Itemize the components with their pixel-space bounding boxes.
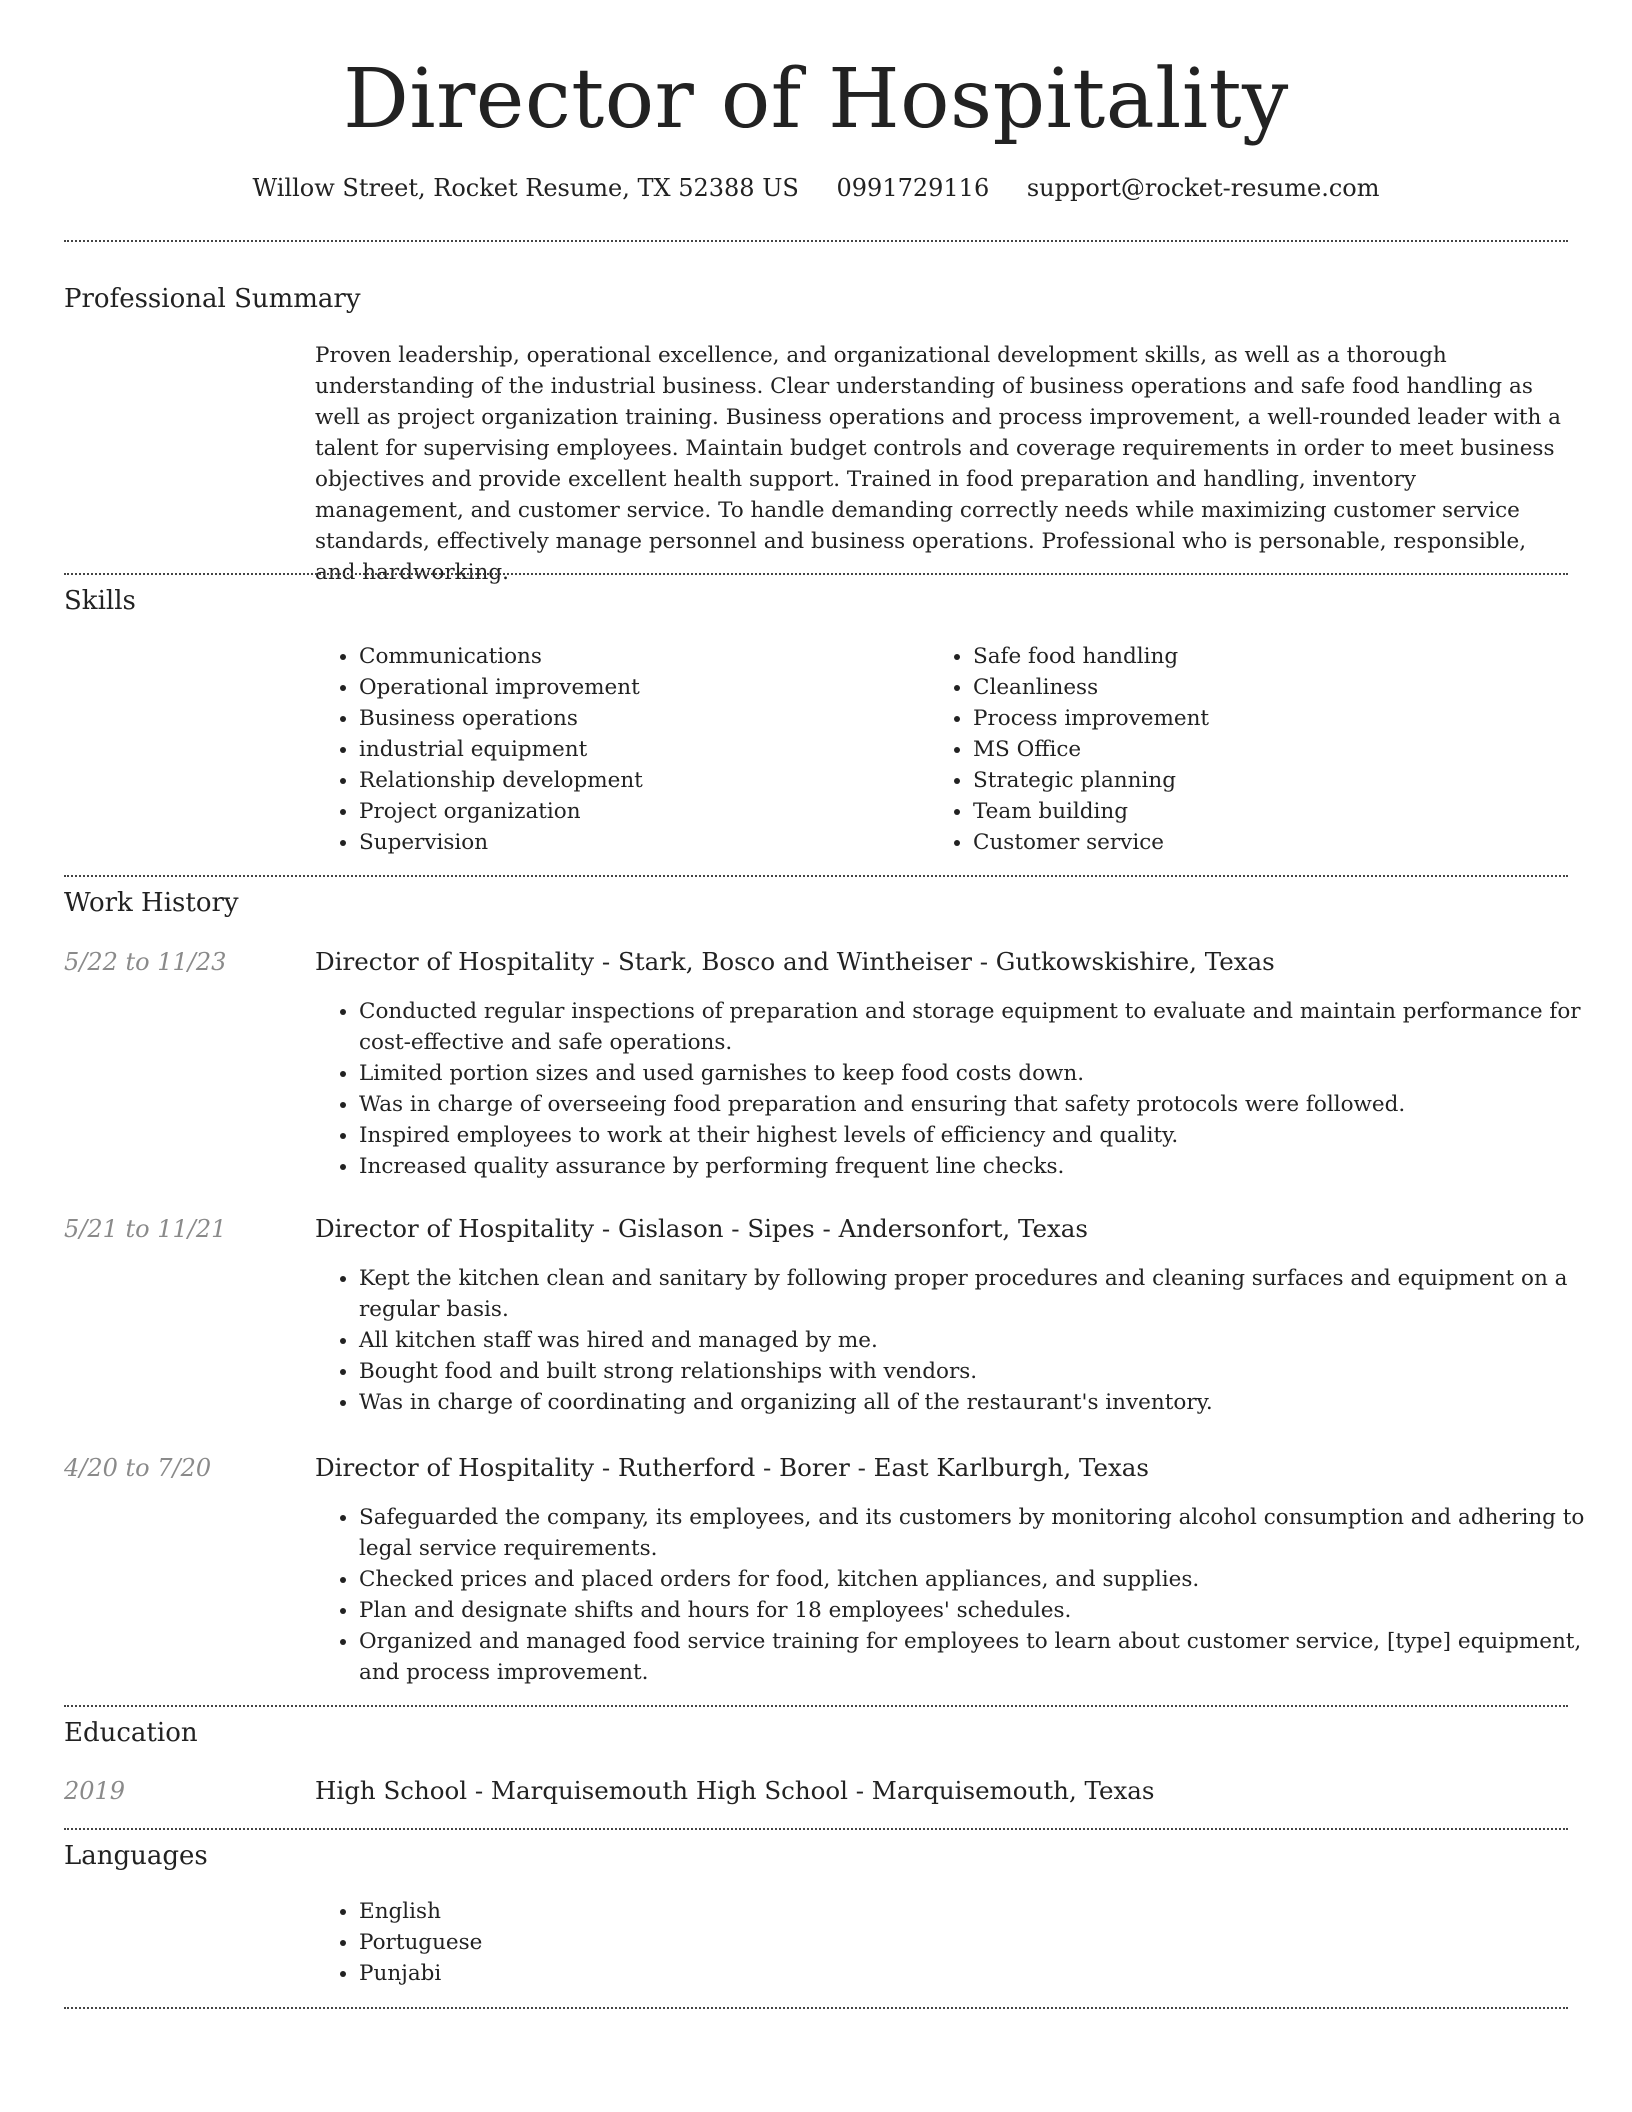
contact-line xyxy=(0,170,1632,206)
job-bullets xyxy=(315,1502,1609,1688)
section-divider xyxy=(64,1705,1568,1707)
job-bullets xyxy=(315,996,1609,1182)
skill-item: • Supervision xyxy=(359,827,919,858)
education-heading: Education xyxy=(64,1718,198,1748)
skill-item: • Strategic planning xyxy=(973,765,1573,796)
skills-list-right xyxy=(929,641,1573,858)
languages-heading: Languages xyxy=(64,1841,208,1871)
job-bullet: • Bought food and built strong relationships with vendors. xyxy=(359,1356,1609,1387)
job-dates: 4/20 to 7/20 xyxy=(64,1454,212,1482)
job-bullet: • Checked prices and placed orders for food, kitchen appliances, and supplies. xyxy=(359,1564,1609,1595)
skill-item: • Process improvement xyxy=(973,703,1573,734)
languages-list xyxy=(315,1896,959,1989)
job-bullet: • Conducted regular inspections of preparation and storage equipment to evaluate and maintain performance for cost-effective and safe operations. xyxy=(359,996,1609,1058)
skill-item: • industrial equipment xyxy=(359,734,919,765)
job-dates: 5/21 to 11/21 xyxy=(64,1215,227,1243)
job-bullet: • Plan and designate shifts and hours for 18 employees' schedules. xyxy=(359,1595,1609,1626)
job-bullet: • Was in charge of overseeing food preparation and ensuring that safety protocols were followed. xyxy=(359,1089,1609,1120)
job-bullet: • Increased quality assurance by performing frequent line checks. xyxy=(359,1151,1609,1182)
contact-address: Willow Street, Rocket Resume, TX 52388 US xyxy=(252,174,799,202)
job-title: Director of Hospitality - Rutherford - Borer - East Karlburgh, Texas xyxy=(315,1453,1149,1482)
contact-email[interactable]: support@rocket-resume.com xyxy=(1026,174,1380,202)
skill-item: • Communications xyxy=(359,641,919,672)
job-bullets xyxy=(315,1263,1609,1418)
summary-heading: Professional Summary xyxy=(64,284,361,314)
skill-item: • Safe food handling xyxy=(973,641,1573,672)
education-entry: High School - Marquisemouth High School - Marquisemouth, Texas xyxy=(315,1776,1155,1805)
job-bullet: • Inspired employees to work at their highest levels of efficiency and quality. xyxy=(359,1120,1609,1151)
skill-item: • Project organization xyxy=(359,796,919,827)
section-divider xyxy=(64,1828,1568,1830)
contact-phone: 0991729116 xyxy=(836,174,990,202)
job-dates: 5/22 to 11/23 xyxy=(64,948,227,976)
job-bullet: • Was in charge of coordinating and organizing all of the restaurant's inventory. xyxy=(359,1387,1609,1418)
skill-item: • Business operations xyxy=(359,703,919,734)
job-bullet: • All kitchen staff was hired and managed by me. xyxy=(359,1325,1609,1356)
job-bullet: • Safeguarded the company, its employees, and its customers by monitoring alcohol consumption and adhering to legal service requirements. xyxy=(359,1502,1609,1564)
work-heading: Work History xyxy=(64,888,239,918)
education-year: 2019 xyxy=(64,1777,126,1805)
section-divider xyxy=(64,875,1568,877)
language-item: • Punjabi xyxy=(359,1958,959,1989)
resume-title: Director of Hospitality xyxy=(343,52,1289,147)
summary-text: Proven leadership, operational excellence, and organizational development skills, as well as a thorough understanding of the industrial business. Clear understanding of business operations and safe food handling as well as project organization training. Business operations and process improvement, a well-rounded leader with a talent for supervising employees. Maintain budget controls and coverage requirements in order to meet business objectives and provide excellent health support. Trained in food preparation and handling, inventory management, and customer service. To handle demanding correctly needs while maximizing customer service standards, effectively manage personnel and business operations. Professional who is personable, responsible, and hardworking. xyxy=(315,343,1561,585)
job-title: Director of Hospitality - Gislason - Sipes - Andersonfort, Texas xyxy=(315,1214,1088,1243)
skill-item: • MS Office xyxy=(973,734,1573,765)
job-bullet: • Limited portion sizes and used garnishes to keep food costs down. xyxy=(359,1058,1609,1089)
skill-item: • Cleanliness xyxy=(973,672,1573,703)
skills-list-left xyxy=(315,641,919,858)
section-divider xyxy=(64,2007,1568,2009)
section-divider xyxy=(64,573,1568,575)
language-item: • Portuguese xyxy=(359,1927,959,1958)
skill-item: • Operational improvement xyxy=(359,672,919,703)
skill-item: • Customer service xyxy=(973,827,1573,858)
section-divider xyxy=(64,240,1568,242)
skills-heading: Skills xyxy=(64,586,136,616)
language-item: • English xyxy=(359,1896,959,1927)
skill-item: • Team building xyxy=(973,796,1573,827)
skill-item: • Relationship development xyxy=(359,765,919,796)
job-title: Director of Hospitality - Stark, Bosco and Wintheiser - Gutkowskishire, Texas xyxy=(315,947,1275,976)
job-bullet: • Kept the kitchen clean and sanitary by following proper procedures and cleaning surfaces and equipment on a regular basis. xyxy=(359,1263,1609,1325)
job-bullet: • Organized and managed food service training for employees to learn about customer service, [type] equipment, and process improvement. xyxy=(359,1626,1609,1688)
